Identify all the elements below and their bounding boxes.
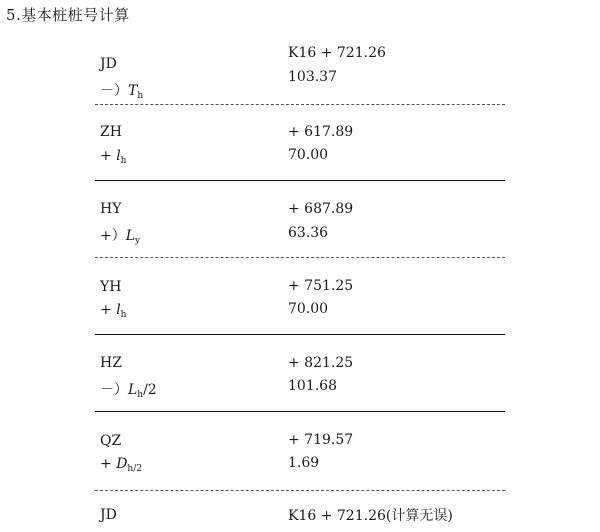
dashed-divider — [95, 257, 505, 258]
suffix: /2 — [143, 382, 157, 398]
station-value: + 751.25 — [288, 278, 354, 294]
increment-value: 63.36 — [288, 225, 329, 241]
station-code: JD — [100, 56, 117, 72]
operator: + — [100, 302, 117, 318]
operator: + — [100, 148, 117, 164]
increment-value: 1.69 — [288, 455, 320, 471]
subscript: h — [120, 310, 127, 320]
symbol: D — [116, 456, 128, 472]
symbol: l — [116, 302, 121, 318]
operator: + — [100, 456, 117, 472]
station-code: HY — [100, 201, 122, 217]
divider — [95, 180, 505, 181]
symbol: T — [128, 83, 138, 99]
operator: －） — [100, 382, 128, 398]
station-value: K16 + 721.26 — [288, 45, 386, 61]
increment-value: 70.00 — [288, 147, 329, 163]
dashed-divider — [95, 104, 505, 105]
increment-label — [100, 80, 143, 101]
subscript: h — [137, 390, 144, 400]
station-code: JD — [100, 507, 117, 523]
increment-value: 70.00 — [288, 301, 329, 317]
increment-label — [100, 225, 140, 246]
subscript: y — [135, 236, 141, 246]
station-value: + 687.89 — [288, 201, 354, 217]
section-title: 5.基本桩桩号计算 — [6, 6, 130, 24]
dashed-divider — [95, 490, 505, 491]
operator: +） — [100, 228, 126, 244]
subscript: h — [137, 91, 144, 101]
subscript: h/2 — [127, 464, 142, 474]
symbol: l — [116, 148, 121, 164]
symbol: L — [128, 382, 138, 398]
increment-value: 103.37 — [288, 69, 337, 85]
operator: －） — [100, 83, 128, 99]
divider — [95, 334, 505, 335]
increment-value: 101.68 — [288, 378, 337, 394]
divider — [95, 411, 505, 412]
symbol: L — [125, 228, 136, 244]
station-value: + 719.57 — [288, 432, 354, 448]
station-code: YH — [100, 279, 122, 295]
station-code: ZH — [100, 124, 122, 140]
station-value: + 821.25 — [288, 355, 354, 371]
station-value: + 617.89 — [288, 124, 354, 140]
increment-label — [100, 148, 126, 166]
increment-label — [100, 302, 126, 320]
increment-label — [100, 379, 157, 400]
station-code: HZ — [100, 355, 122, 371]
subscript: h — [120, 156, 127, 166]
increment-label — [100, 456, 142, 474]
station-code: QZ — [100, 433, 122, 449]
station-value-final: K16 + 721.26(计算无误) — [288, 508, 453, 524]
